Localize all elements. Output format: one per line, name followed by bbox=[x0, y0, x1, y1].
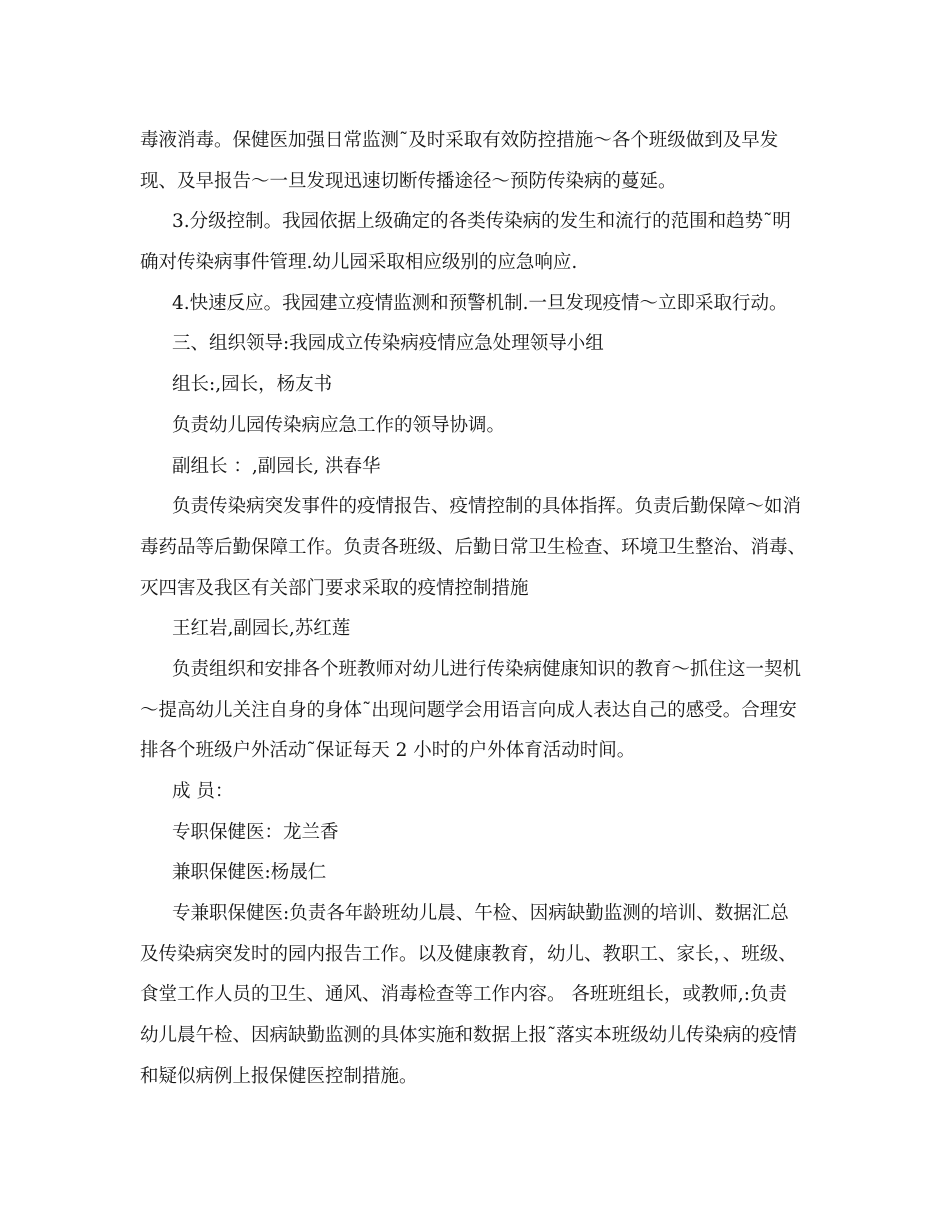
text-line: 专职保健医：龙兰香 bbox=[172, 821, 339, 843]
text-line: 副组长 ：,副园长, 洪春华 bbox=[172, 455, 381, 477]
text-line: 排各个班级户外活动˜保证每天 2 小时的户外体育活动时间。 bbox=[140, 740, 636, 762]
text-line: 幼儿晨午检、因病缺勤监测的具体实施和数据上报˜落实本班级幼儿传染病的疫情 bbox=[140, 1025, 797, 1047]
text-line: 确对传染病事件管理.幼儿园采取相应级别的应急响应. bbox=[140, 252, 578, 274]
text-line: ～提高幼儿关注自身的身体˜出现问题学会用语言向成人表达自己的感受。合理安 bbox=[140, 699, 797, 721]
text-line: 王红岩,副园长,苏红莲 bbox=[172, 618, 351, 640]
text-line: 组长:,园长，杨友书 bbox=[172, 374, 333, 396]
text-line: 三、组织领导:我园成立传染病疫情应急处理领导小组 bbox=[172, 333, 604, 355]
document-page bbox=[140, 121, 816, 1098]
text-line: 专兼职保健医:负责各年龄班幼儿晨、午检、因病缺勤监测的培训、数据汇总 bbox=[172, 903, 789, 925]
text-line: 负责组织和安排各个班教师对幼儿进行传染病健康知识的教育～抓住这一契机 bbox=[172, 658, 802, 680]
text-line: 毒药品等后勤保障工作。负责各班级、后勤日常卫生检查、环境卫生整治、消毒、 bbox=[140, 536, 807, 558]
text-line: 毒液消毒。保健医加强日常监测˜及时采取有效防控措施～各个班级做到及早发 bbox=[140, 130, 779, 151]
text-line: 兼职保健医:杨晟仁 bbox=[172, 862, 327, 884]
text-line: 灭四害及我区有关部门要求采取的疫情控制措施 bbox=[140, 577, 529, 599]
text-line: 成 员： bbox=[172, 781, 234, 802]
text-line: 及传染病突发时的园内报告工作。以及健康教育，幼儿、教职工、家长，、班级、 bbox=[140, 943, 797, 965]
text-line: 4.快速反应。我园建立疫情监测和预警机制.一旦发现疫情～立即采取行动。 bbox=[172, 292, 788, 314]
text-line: 食堂工作人员的卫生、通风、消毒检查等工作内容。 各班班组长，或教师,:负责 bbox=[140, 984, 787, 1006]
text-line: 3.分级控制。我园依据上级确定的各类传染病的发生和流行的范围和趋势˜明 bbox=[172, 211, 791, 233]
text-line: 现、及早报告～一旦发现迅速切断传播途径～预防传染病的蔓延。 bbox=[140, 170, 677, 192]
text-line: 和疑似病例上报保健医控制措施。 bbox=[140, 1065, 418, 1087]
text-line: 负责幼儿园传染病应急工作的领导协调。 bbox=[172, 414, 506, 436]
text-line: 负责传染病突发事件的疫情报告、疫情控制的具体指挥。负责后勤保障～如消 bbox=[172, 496, 802, 518]
